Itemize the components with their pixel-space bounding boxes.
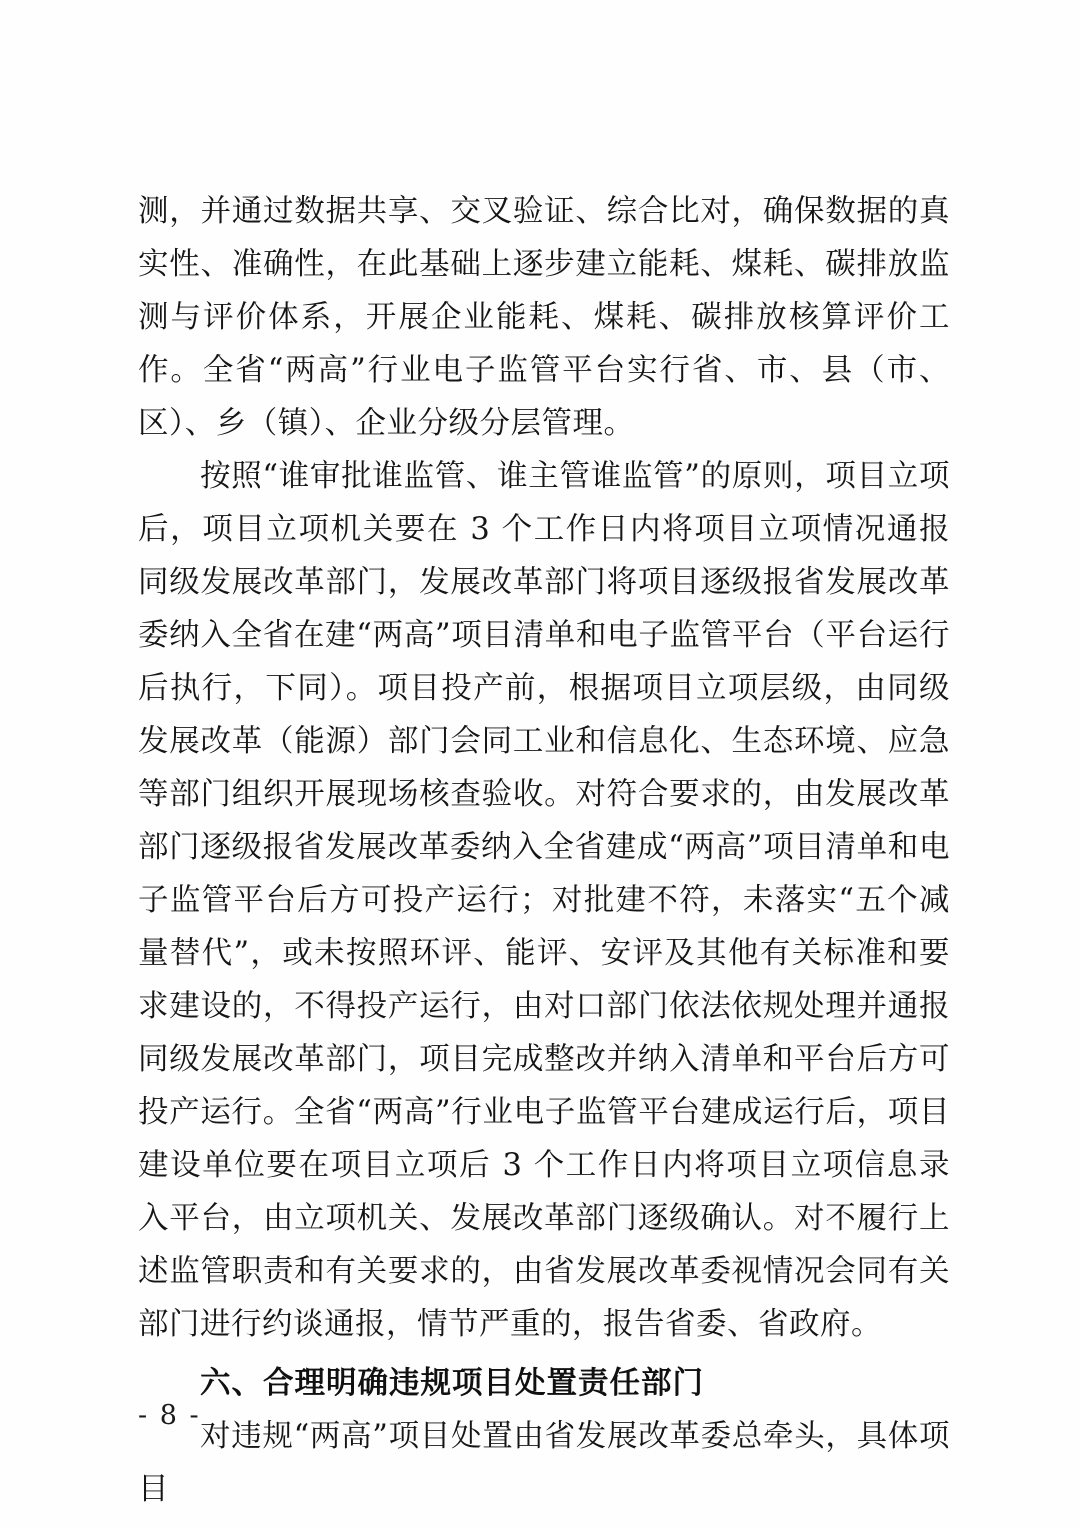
- body-paragraph: 按照“谁审批谁监管、谁主管谁监管”的原则，项目立项后，项目立项机关要在 3 个工作日内将项目立项情况通报同级发展改革部门，发展改革部门将项目逐级报省发展改革委纳入全省在建“两高”项目清单和电子监管平台（平台运行后执行，下同）。项目投产前，根据项目立项层级，由同级发展改革（能源）部门会同工业和信息化、生态环境、应急等部门组织开展现场核查验收。对符合要求的，由发展改革部门逐级报省发展改革委纳入全省建成“两高”项目清单和电子监管平台后方可投产运行；对批建不符，未落实“五个减量替代”，或未按照环评、能评、安评及其他有关标准和要求建设的，不得投产运行，由对口部门依法依规处理并通报同级发展改革部门，项目完成整改并纳入清单和平台后方可投产运行。全省“两高”行业电子监管平台建成运行后，项目建设单位要在项目立项后 3 个工作日内将项目立项信息录入平台，由立项机关、发展改革部门逐级确认。对不履行上述监管职责和有关要求的，由省发展改革委视情况会同有关部门进行约谈通报，情节严重的，报告省委、省政府。: [138, 459, 950, 1342]
- section-heading: 六、合理明确违规项目处置责任部门: [200, 1366, 704, 1401]
- page-content: [138, 185, 950, 1516]
- body-paragraph: 测，并通过数据共享、交叉验证、综合比对，确保数据的真实性、准确性，在此基础上逐步建立能耗、煤耗、碳排放监测与评价体系，开展企业能耗、煤耗、碳排放核算评价工作。全省“两高”行业电子监管平台实行省、市、县（市、区）、乡（镇）、企业分级分层管理。: [138, 194, 950, 441]
- page-number: - 8 -: [138, 1400, 201, 1431]
- body-paragraph: 对违规“两高”项目处置由省发展改革委总牵头，具体项目: [138, 1419, 950, 1507]
- page-footer: [138, 1400, 950, 1431]
